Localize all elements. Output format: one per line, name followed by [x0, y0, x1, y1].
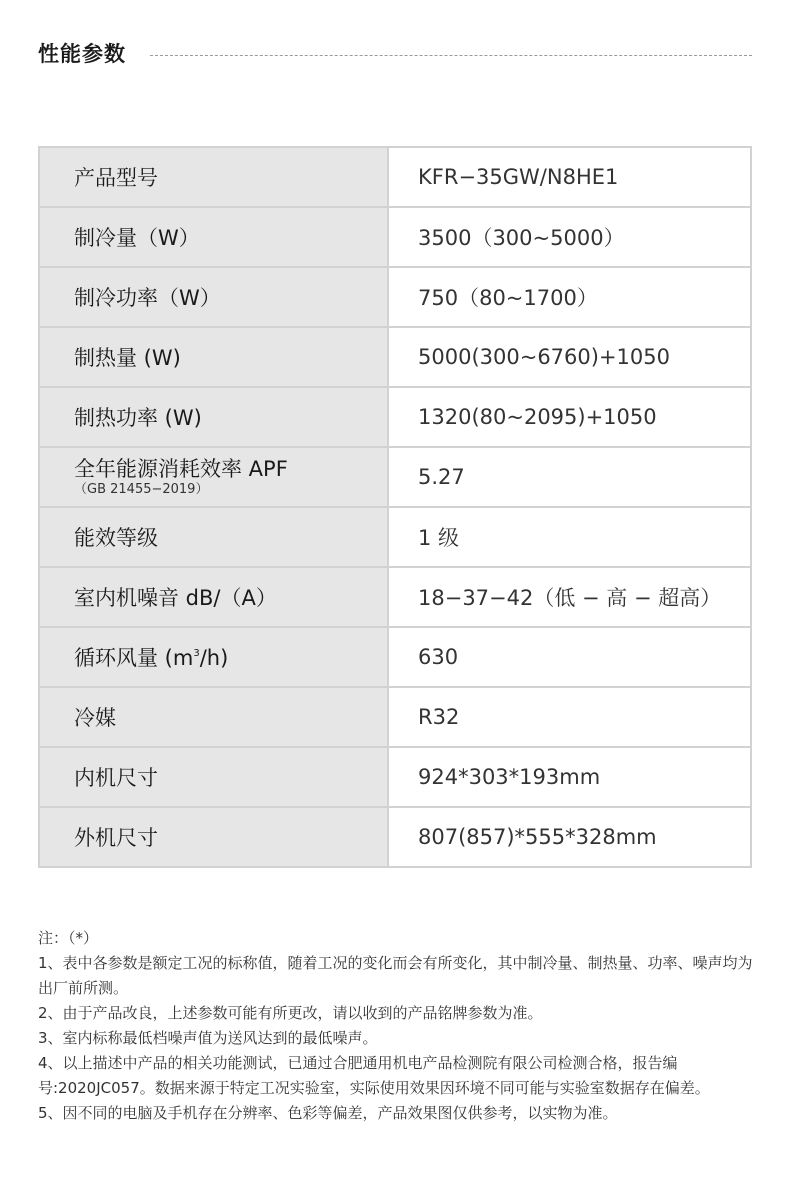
spec-label-energy-grade: 能效等级 — [39, 507, 388, 567]
notes-heading: 注：（*） — [38, 929, 99, 947]
table-row — [39, 687, 751, 747]
table-row — [39, 627, 751, 687]
table-row — [39, 207, 751, 267]
spec-value-heating-power: 1320(80~2095)+1050 — [388, 387, 751, 447]
spec-value-indoor-size: 924*303*193mm — [388, 747, 751, 807]
spec-label-indoor-noise: 室内机噪音 dB/（A） — [39, 567, 388, 627]
spec-label-airflow-suffix: /h) — [199, 646, 229, 670]
spec-label-refrigerant: 冷媒 — [39, 687, 388, 747]
spec-value-model: KFR−35GW/N8HE1 — [388, 147, 751, 207]
spec-table — [38, 146, 752, 868]
spec-label-heating-power: 制热功率 (W) — [39, 387, 388, 447]
spec-value-outdoor-size: 807(857)*555*328mm — [388, 807, 751, 867]
spec-label-cooling-power: 制冷功率（W） — [39, 267, 388, 327]
note-item: 3、室内标称最低档噪声值为送风达到的最低噪声。 — [38, 1029, 378, 1047]
note-item: 1、表中各参数是额定工况的标称值，随着工况的变化而会有所变化，其中制冷量、制热量、功率、噪声均为出厂前所测。 — [38, 954, 753, 997]
spec-value-heating-capacity: 5000(300~6760)+1050 — [388, 327, 751, 387]
spec-label-cooling-capacity: 制冷量（W） — [39, 207, 388, 267]
table-row — [39, 747, 751, 807]
spec-value-airflow: 630 — [388, 627, 751, 687]
table-row — [39, 507, 751, 567]
spec-label-apf-standard: （GB 21455−2019） — [74, 482, 209, 497]
spec-label-apf-main: 全年能源消耗效率 APF — [74, 457, 288, 481]
spec-label-apf — [39, 447, 388, 507]
table-row — [39, 327, 751, 387]
spec-label-airflow-superscript: 3 — [193, 648, 200, 659]
spec-value-cooling-capacity: 3500（300~5000） — [388, 207, 751, 267]
note-item: 5、因不同的电脑及手机存在分辨率、色彩等偏差，产品效果图仅供参考，以实物为准。 — [38, 1104, 618, 1122]
table-row — [39, 387, 751, 447]
dashed-divider — [150, 55, 752, 56]
spec-value-apf: 5.27 — [388, 447, 751, 507]
table-row — [39, 567, 751, 627]
note-item: 2、由于产品改良，上述参数可能有所更改，请以收到的产品铭牌参数为准。 — [38, 1004, 543, 1022]
note-item: 4、以上描述中产品的相关功能测试，已通过合肥通用机电产品检测院有限公司检测合格，报告编号:2020JC057。数据来源于特定工况实验室，实际使用效果因环境不同可能与实验室数据存在偏差。 — [38, 1054, 710, 1097]
spec-value-cooling-power: 750（80~1700） — [388, 267, 751, 327]
spec-label-airflow-prefix: 循环风量 (m — [74, 646, 194, 670]
spec-label-heating-capacity: 制热量 (W) — [39, 327, 388, 387]
spec-label-airflow — [39, 627, 388, 687]
notes-section — [38, 926, 754, 1126]
section-header — [38, 38, 752, 72]
section-title: 性能参数 — [38, 42, 126, 66]
spec-value-indoor-noise: 18−37−42（低 − 高 − 超高） — [388, 567, 751, 627]
spec-label-outdoor-size: 外机尺寸 — [39, 807, 388, 867]
spec-label-indoor-size: 内机尺寸 — [39, 747, 388, 807]
table-row — [39, 807, 751, 867]
spec-value-refrigerant: R32 — [388, 687, 751, 747]
table-row — [39, 147, 751, 207]
table-row — [39, 447, 751, 507]
spec-label-model: 产品型号 — [39, 147, 388, 207]
spec-value-energy-grade: 1 级 — [388, 507, 751, 567]
table-row — [39, 267, 751, 327]
